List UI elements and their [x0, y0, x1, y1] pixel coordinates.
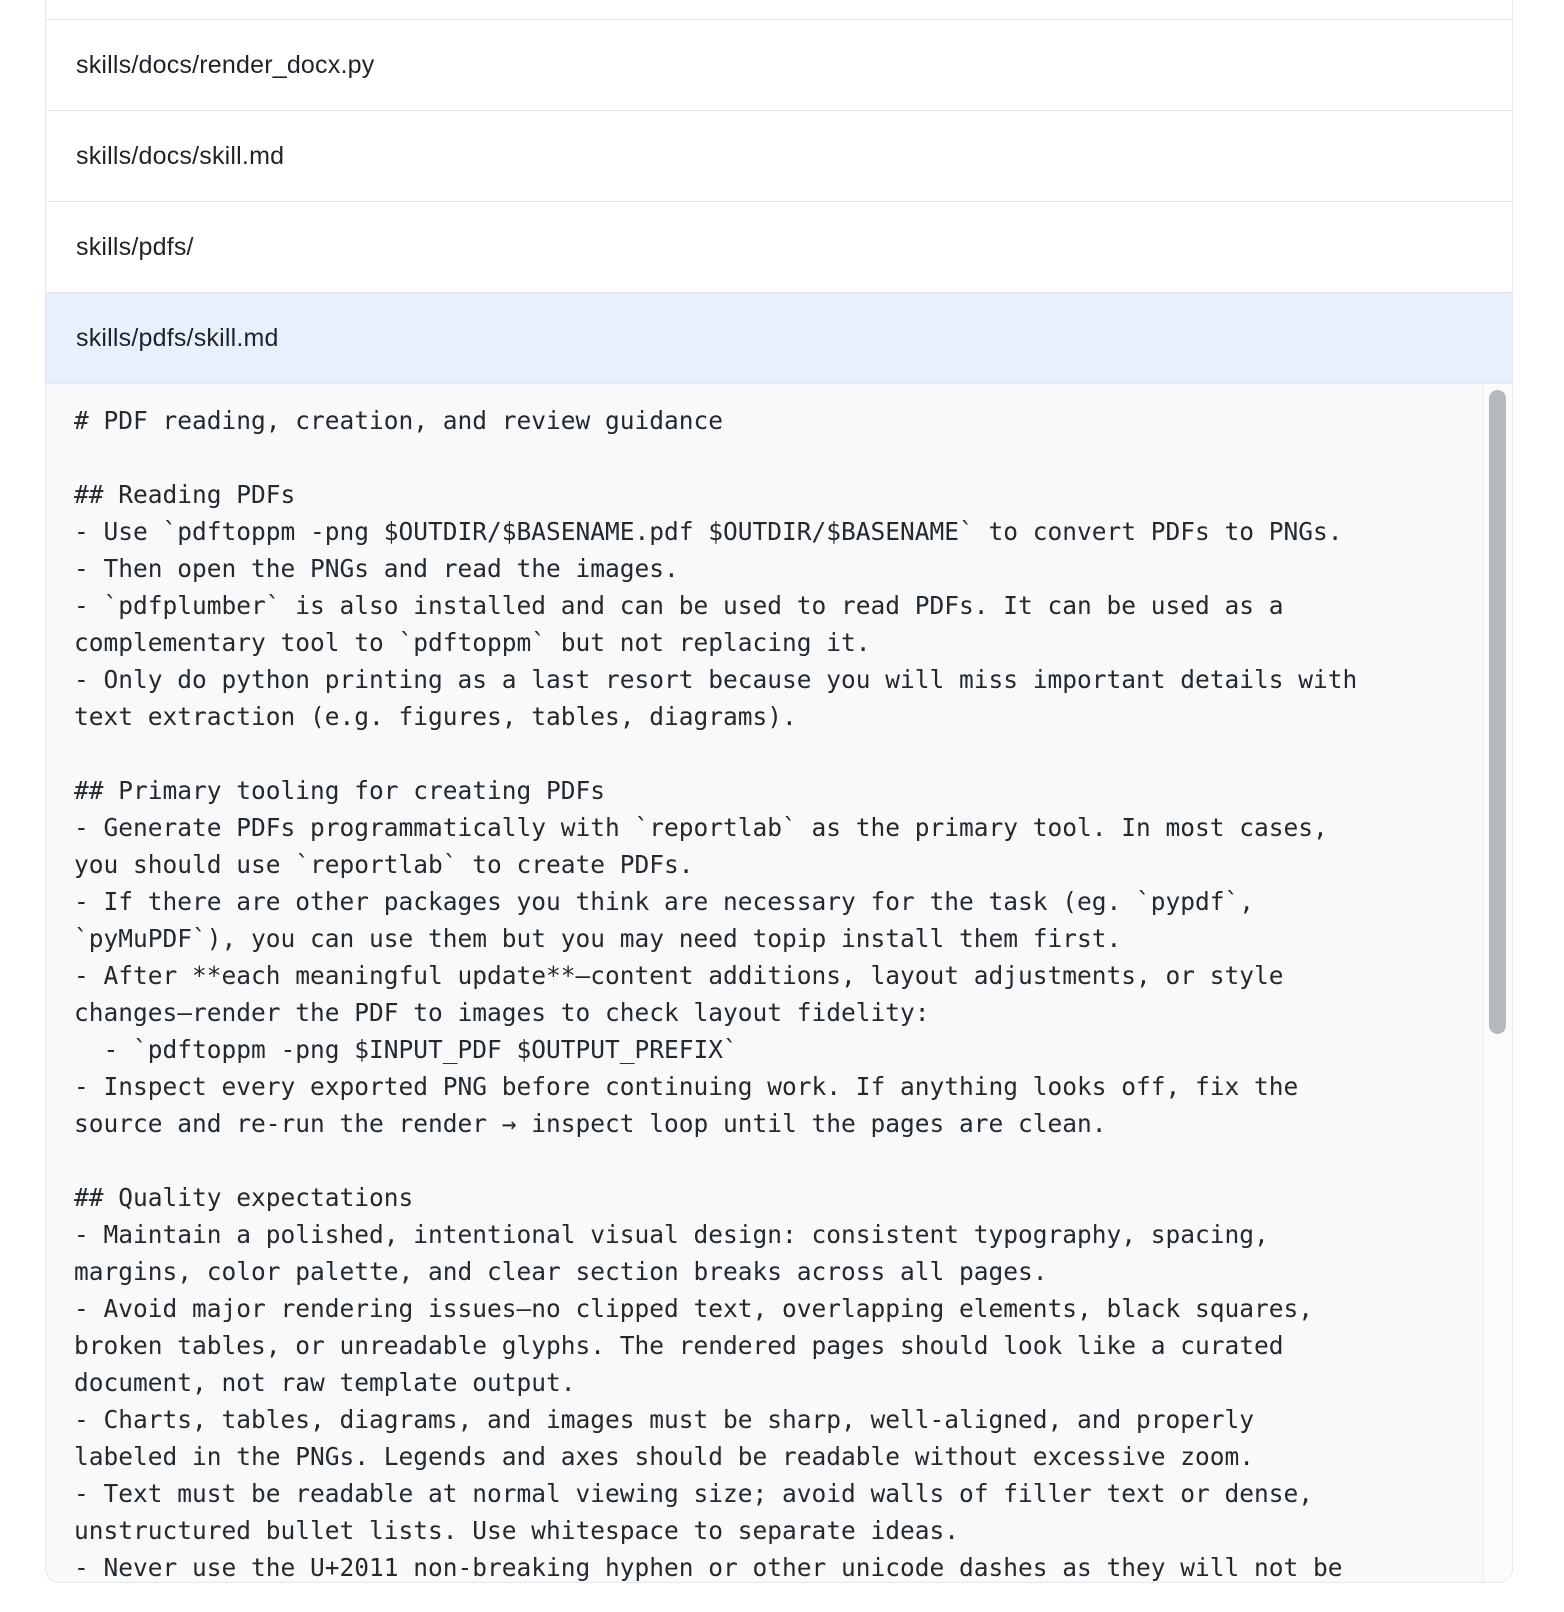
code-line: - `pdfplumber` is also installed and can be used to read PDFs. It can be used as a [74, 591, 1284, 620]
code-line: text extraction (e.g. figures, tables, diagrams). [74, 702, 797, 731]
code-line: - Then open the PNGs and read the images. [74, 554, 679, 583]
code-line: complementary tool to `pdftoppm` but not replacing it. [74, 628, 871, 657]
code-line: - Never use the U+2011 non-breaking hyphen or other unicode dashes as they will not be [74, 1553, 1343, 1582]
code-line: - Generate PDFs programmatically with `reportlab` as the primary tool. In most cases, [74, 813, 1328, 842]
code-line: - Only do python printing as a last resort because you will miss important details with [74, 665, 1358, 694]
code-line: - If there are other packages you think are necessary for the task (eg. `pypdf`, [74, 887, 1255, 916]
code-line: ## Quality expectations [74, 1183, 414, 1212]
scrollbar-thumb[interactable] [1489, 390, 1506, 1034]
file-row[interactable] [46, 111, 1512, 202]
code-line: - Maintain a polished, intentional visual design: consistent typography, spacing, [74, 1220, 1269, 1249]
code-line: unstructured bullet lists. Use whitespace to separate ideas. [74, 1516, 960, 1545]
file-row[interactable] [46, 293, 1512, 384]
file-row[interactable] [46, 202, 1512, 293]
code-line [74, 1142, 1484, 1179]
code-line: - Avoid major rendering issues—no clipped text, overlapping elements, black squares, [74, 1294, 1314, 1323]
code-line: - Use `pdftoppm -png $OUTDIR/$BASENAME.pdf $OUTDIR/$BASENAME` to convert PDFs to PNGs. [74, 517, 1343, 546]
file-row-label: skills/pdfs/skill.md [76, 323, 279, 352]
file-accordion-card [45, 0, 1513, 1583]
file-row-partial[interactable] [46, 0, 1512, 20]
file-content-code [46, 384, 1512, 1582]
code-line: source and re-run the render → inspect loop until the pages are clean. [74, 1109, 1107, 1138]
file-row-label: skills/docs/render_docx.py [76, 50, 375, 79]
code-line: `pyMuPDF`), you can use them but you may need topip install them first. [74, 924, 1122, 953]
code-line: ## Reading PDFs [74, 480, 296, 509]
code-line: - Text must be readable at normal viewing size; avoid walls of filler text or dense, [74, 1479, 1314, 1508]
code-line: - After **each meaningful update**—content additions, layout adjustments, or style [74, 961, 1284, 990]
code-line: margins, color palette, and clear section breaks across all pages. [74, 1257, 1048, 1286]
file-row[interactable] [46, 20, 1512, 111]
code-line: ## Primary tooling for creating PDFs [74, 776, 606, 805]
file-row-label: skills/docs/skill.md [76, 141, 285, 170]
code-line: you should use `reportlab` to create PDFs. [74, 850, 694, 879]
code-line: - `pdftoppm -png $INPUT_PDF $OUTPUT_PREFIX` [74, 1035, 738, 1064]
code-line: - Charts, tables, diagrams, and images must be sharp, well-aligned, and properly [74, 1405, 1255, 1434]
code-line: - Inspect every exported PNG before continuing work. If anything looks off, fix the [74, 1072, 1299, 1101]
file-content-panel [46, 384, 1512, 1582]
code-line: changes—render the PDF to images to check layout fidelity: [74, 998, 930, 1027]
code-line: # PDF reading, creation, and review guidance [74, 406, 724, 435]
code-line [74, 439, 1484, 476]
code-line: document, not raw template output. [74, 1368, 576, 1397]
file-row-label: skills/pdfs/ [76, 232, 194, 261]
code-line: broken tables, or unreadable glyphs. The rendered pages should look like a curated [74, 1331, 1284, 1360]
code-line: labeled in the PNGs. Legends and axes should be readable without excessive zoom. [74, 1442, 1255, 1471]
file-list [46, 20, 1512, 384]
code-line [74, 735, 1484, 772]
